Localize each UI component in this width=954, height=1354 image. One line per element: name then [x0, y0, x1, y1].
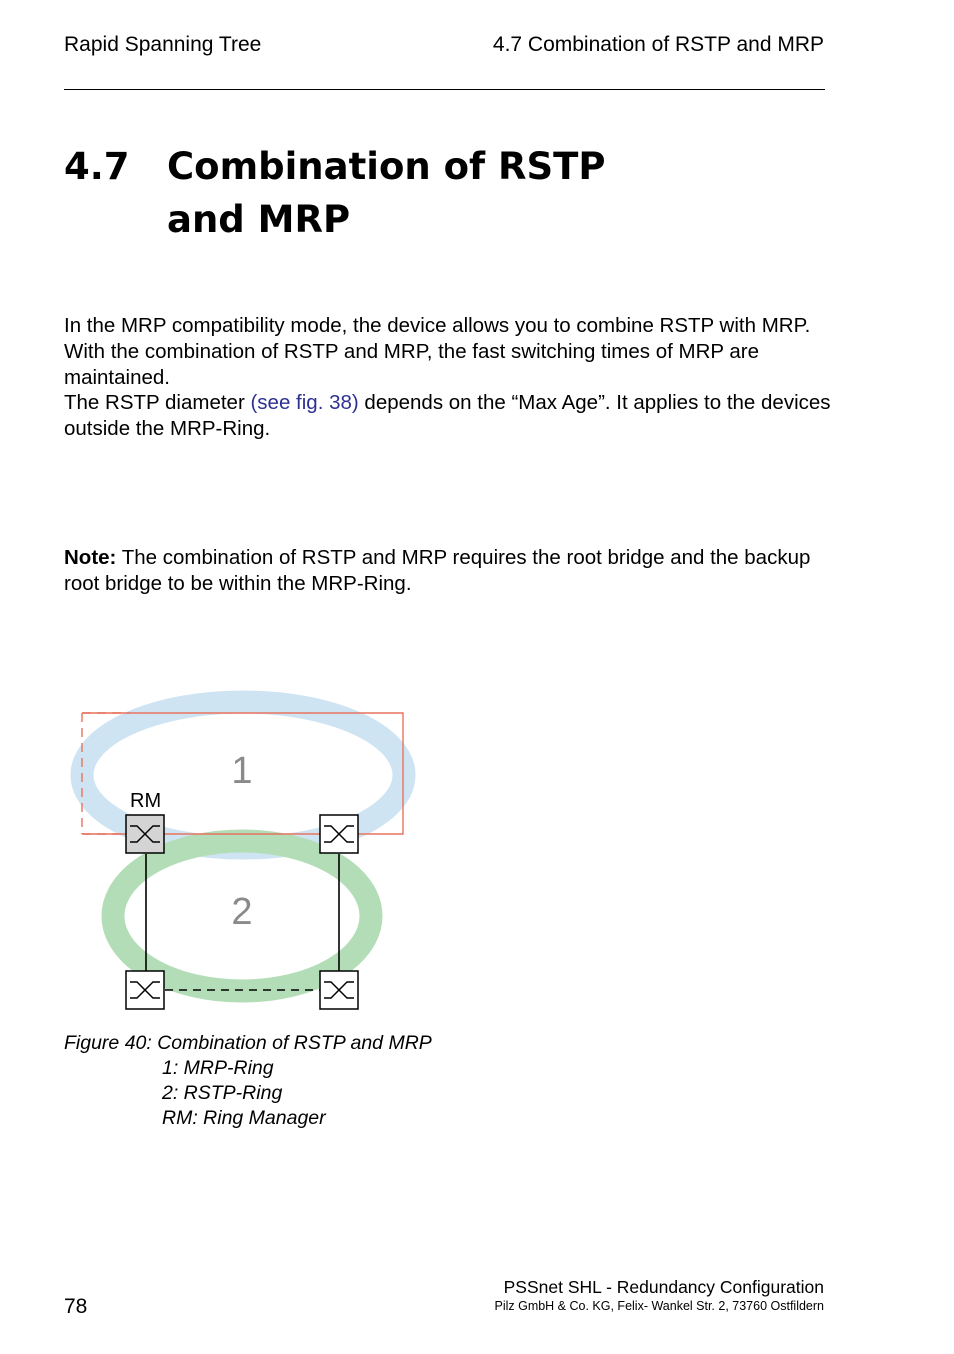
figure-legend-item: RM: Ring Manager [162, 1107, 326, 1129]
rm-label: RM [130, 790, 162, 812]
footer-document-title: PSSnet SHL - Redundancy Configuration [503, 1277, 824, 1297]
figure-caption [64, 1031, 432, 1131]
figure-reference-link[interactable]: (see fig. 38) [250, 391, 359, 415]
section-title-line-1: Combination of RSTP [167, 145, 606, 188]
switch-bottom-left [126, 971, 164, 1009]
paragraph-mrp-compat: In the MRP compatibility mode, the device allows you to combine RSTP with MRP. [64, 314, 811, 337]
section-title-line-2: and MRP [167, 198, 351, 241]
body-text [64, 313, 844, 442]
header-rule [64, 89, 825, 90]
paragraph-text: depends on the “Max Age”. It applies to the devices outside the MRP-Ring. [64, 391, 831, 441]
rstp-mrp-diagram [60, 680, 420, 1025]
section-number: 4.7 [64, 145, 130, 188]
running-header-section: 4.7 Combination of RSTP and MRP [492, 33, 824, 56]
running-header-chapter: Rapid Spanning Tree [64, 33, 262, 56]
paragraph-rstp-diameter [64, 390, 844, 442]
ring-2-label: 2 [231, 891, 253, 933]
figure-caption-title: Figure 40: Combination of RSTP and MRP [64, 1032, 432, 1054]
note-text: The combination of RSTP and MRP requires the root bridge and the backup root bridge to be within the MRP-Ring. [64, 546, 811, 595]
note-label: Note: [64, 546, 117, 569]
footer-company-address: Pilz GmbH & Co. KG, Felix- Wankel Str. 2, 73760 Ostfildern [494, 1299, 824, 1313]
figure-legend-item: 1: MRP-Ring [162, 1057, 274, 1079]
figure-legend-item: 2: RSTP-Ring [162, 1082, 283, 1104]
page-number: 78 [64, 1295, 88, 1318]
paragraph-text: The RSTP diameter [64, 391, 251, 415]
section-title [167, 140, 727, 246]
switch-bottom-right [320, 971, 358, 1009]
switch-top-right [320, 815, 358, 853]
ring-1-label: 1 [231, 750, 253, 792]
note-block [64, 545, 844, 597]
switch-ring-manager [126, 815, 164, 853]
paragraph-switching-times: With the combination of RSTP and MRP, the fast switching times of MRP are maintained. [64, 339, 760, 389]
